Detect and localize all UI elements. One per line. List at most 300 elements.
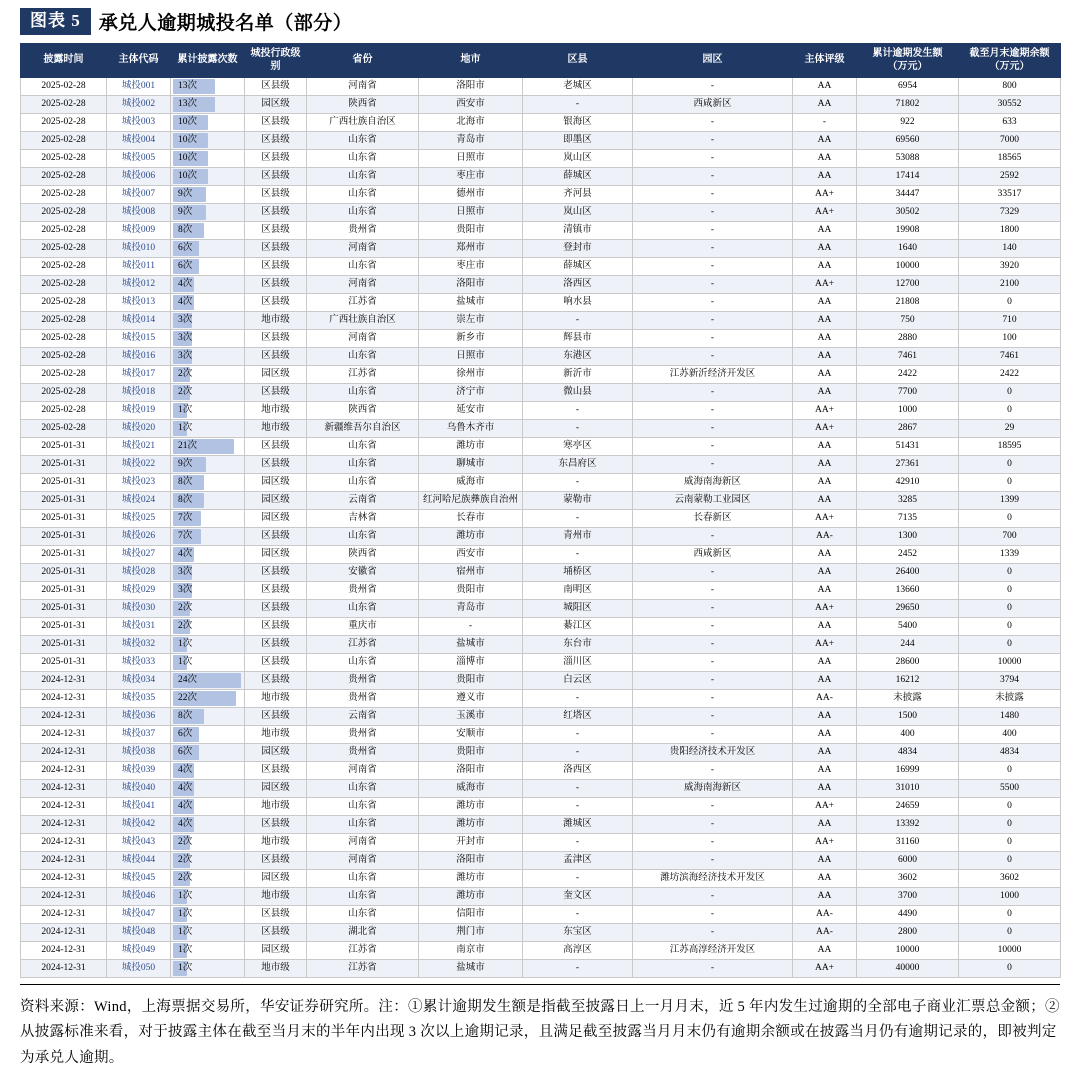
- cell-4: 陕西省: [307, 96, 419, 114]
- cell-8: AA: [793, 132, 857, 150]
- cell-5: 贵阳市: [419, 582, 523, 600]
- cell-10: 0: [959, 456, 1061, 474]
- cell-10: 30552: [959, 96, 1061, 114]
- count-value: 8次: [178, 224, 193, 235]
- cell-6: 岚山区: [523, 150, 633, 168]
- cell-4: 重庆市: [307, 618, 419, 636]
- column-header-3: 城投行政级别: [245, 44, 307, 78]
- cell-6: 微山县: [523, 384, 633, 402]
- cell-4: 山东省: [307, 870, 419, 888]
- cell-9: 7135: [857, 510, 959, 528]
- cell-10: 100: [959, 330, 1061, 348]
- cell-8: AA: [793, 438, 857, 456]
- cell-3: 区县级: [245, 348, 307, 366]
- cell-1: 城投010: [107, 240, 171, 258]
- cell-6: 城阳区: [523, 600, 633, 618]
- cell-9: 12700: [857, 276, 959, 294]
- cell-1: 城投008: [107, 204, 171, 222]
- table-row: [21, 600, 1061, 618]
- cell-3: 地市级: [245, 726, 307, 744]
- cell-7: -: [633, 240, 793, 258]
- cell-6: -: [523, 834, 633, 852]
- cell-10: 0: [959, 294, 1061, 312]
- cell-0: 2025-02-28: [21, 150, 107, 168]
- cell-count: [171, 654, 245, 672]
- table-row: [21, 942, 1061, 960]
- cell-10: 7000: [959, 132, 1061, 150]
- cell-count: [171, 258, 245, 276]
- cell-8: AA: [793, 258, 857, 276]
- cell-4: 山东省: [307, 204, 419, 222]
- cell-1: 城投004: [107, 132, 171, 150]
- cell-9: 31010: [857, 780, 959, 798]
- table-row: [21, 960, 1061, 978]
- cell-5: 日照市: [419, 150, 523, 168]
- cell-3: 地市级: [245, 402, 307, 420]
- cell-4: 贵州省: [307, 726, 419, 744]
- column-header-8: 主体评级: [793, 44, 857, 78]
- cell-10: 0: [959, 816, 1061, 834]
- cell-3: 园区级: [245, 942, 307, 960]
- count-value: 4次: [178, 818, 193, 829]
- cell-9: 71802: [857, 96, 959, 114]
- cell-count: [171, 600, 245, 618]
- cell-1: 城投015: [107, 330, 171, 348]
- cell-8: AA-: [793, 528, 857, 546]
- cell-1: 城投023: [107, 474, 171, 492]
- cell-9: 2800: [857, 924, 959, 942]
- cell-5: 日照市: [419, 204, 523, 222]
- cell-5: 西安市: [419, 96, 523, 114]
- cell-1: 城投009: [107, 222, 171, 240]
- table-row: [21, 474, 1061, 492]
- cell-5: 贵阳市: [419, 744, 523, 762]
- cell-3: 区县级: [245, 672, 307, 690]
- cell-7: -: [633, 438, 793, 456]
- cell-5: 崇左市: [419, 312, 523, 330]
- cell-3: 园区级: [245, 510, 307, 528]
- cell-1: 城投034: [107, 672, 171, 690]
- table-row: [21, 798, 1061, 816]
- column-header-9: 累计逾期发生额 （万元）: [857, 44, 959, 78]
- table-row: [21, 402, 1061, 420]
- cell-5: 红河哈尼族彝族自治州: [419, 492, 523, 510]
- cell-8: AA+: [793, 636, 857, 654]
- cell-3: 园区级: [245, 474, 307, 492]
- cell-5: 荆门市: [419, 924, 523, 942]
- cell-5: 西安市: [419, 546, 523, 564]
- table-row: [21, 96, 1061, 114]
- table-row: [21, 420, 1061, 438]
- cell-9: 16999: [857, 762, 959, 780]
- cell-5: 日照市: [419, 348, 523, 366]
- cell-5: 洛阳市: [419, 852, 523, 870]
- cell-9: 3285: [857, 492, 959, 510]
- table-row: [21, 276, 1061, 294]
- cell-0: 2024-12-31: [21, 744, 107, 762]
- cell-0: 2024-12-31: [21, 888, 107, 906]
- cell-count: [171, 384, 245, 402]
- cell-4: 山东省: [307, 600, 419, 618]
- cell-count: [171, 330, 245, 348]
- cell-4: 贵州省: [307, 582, 419, 600]
- table-body: [21, 78, 1061, 978]
- overdue-urban-investment-table: [20, 43, 1061, 978]
- cell-4: 河南省: [307, 762, 419, 780]
- count-value: 2次: [178, 602, 193, 613]
- cell-8: AA: [793, 762, 857, 780]
- cell-5: 枣庄市: [419, 258, 523, 276]
- cell-0: 2024-12-31: [21, 942, 107, 960]
- cell-7: -: [633, 420, 793, 438]
- cell-8: AA: [793, 672, 857, 690]
- cell-0: 2024-12-31: [21, 690, 107, 708]
- cell-8: AA+: [793, 600, 857, 618]
- cell-1: 城投049: [107, 942, 171, 960]
- cell-9: 40000: [857, 960, 959, 978]
- cell-10: 2422: [959, 366, 1061, 384]
- table-row: [21, 834, 1061, 852]
- table-header-row: [21, 44, 1061, 78]
- cell-4: 山东省: [307, 384, 419, 402]
- cell-3: 区县级: [245, 852, 307, 870]
- table-row: [21, 150, 1061, 168]
- cell-9: 13660: [857, 582, 959, 600]
- cell-1: 城投007: [107, 186, 171, 204]
- table-row: [21, 708, 1061, 726]
- cell-6: 新沂市: [523, 366, 633, 384]
- cell-3: 园区级: [245, 96, 307, 114]
- cell-4: 湖北省: [307, 924, 419, 942]
- cell-7: -: [633, 834, 793, 852]
- cell-0: 2025-01-31: [21, 546, 107, 564]
- cell-7: -: [633, 528, 793, 546]
- cell-0: 2025-02-28: [21, 312, 107, 330]
- column-header-2: 累计披露次数: [171, 44, 245, 78]
- cell-3: 区县级: [245, 294, 307, 312]
- cell-9: 53088: [857, 150, 959, 168]
- cell-0: 2025-02-28: [21, 366, 107, 384]
- cell-10: 0: [959, 906, 1061, 924]
- cell-0: 2025-01-31: [21, 636, 107, 654]
- cell-1: 城投048: [107, 924, 171, 942]
- cell-6: -: [523, 420, 633, 438]
- cell-8: AA+: [793, 834, 857, 852]
- cell-1: 城投042: [107, 816, 171, 834]
- cell-3: 区县级: [245, 924, 307, 942]
- cell-8: AA: [793, 312, 857, 330]
- cell-0: 2025-01-31: [21, 438, 107, 456]
- cell-7: -: [633, 78, 793, 96]
- cell-3: 园区级: [245, 366, 307, 384]
- cell-3: 区县级: [245, 762, 307, 780]
- count-value: 3次: [178, 566, 193, 577]
- cell-5: 盐城市: [419, 960, 523, 978]
- cell-8: AA+: [793, 420, 857, 438]
- cell-3: 区县级: [245, 600, 307, 618]
- table-row: [21, 744, 1061, 762]
- cell-5: 潍坊市: [419, 528, 523, 546]
- cell-count: [171, 816, 245, 834]
- cell-9: 6000: [857, 852, 959, 870]
- cell-count: [171, 834, 245, 852]
- cell-6: 蒙勒市: [523, 492, 633, 510]
- cell-7: -: [633, 132, 793, 150]
- column-header-10: 截至月末逾期余额 （万元）: [959, 44, 1061, 78]
- cell-1: 城投036: [107, 708, 171, 726]
- cell-7: -: [633, 348, 793, 366]
- cell-8: AA: [793, 564, 857, 582]
- cell-10: 633: [959, 114, 1061, 132]
- cell-9: 21808: [857, 294, 959, 312]
- cell-4: 山东省: [307, 132, 419, 150]
- cell-8: AA: [793, 150, 857, 168]
- cell-8: AA: [793, 618, 857, 636]
- cell-6: -: [523, 474, 633, 492]
- cell-4: 山东省: [307, 474, 419, 492]
- cell-7: -: [633, 582, 793, 600]
- cell-6: 淄川区: [523, 654, 633, 672]
- cell-count: [171, 204, 245, 222]
- count-value: 6次: [178, 728, 193, 739]
- cell-7: -: [633, 852, 793, 870]
- cell-9: 30502: [857, 204, 959, 222]
- cell-5: 潍坊市: [419, 438, 523, 456]
- cell-4: 河南省: [307, 330, 419, 348]
- cell-count: [171, 96, 245, 114]
- cell-9: 24659: [857, 798, 959, 816]
- cell-7: -: [633, 204, 793, 222]
- cell-count: [171, 114, 245, 132]
- cell-8: AA: [793, 654, 857, 672]
- cell-1: 城投020: [107, 420, 171, 438]
- cell-6: -: [523, 744, 633, 762]
- cell-3: 地市级: [245, 960, 307, 978]
- cell-10: 7461: [959, 348, 1061, 366]
- cell-5: 延安市: [419, 402, 523, 420]
- cell-8: AA: [793, 492, 857, 510]
- cell-10: 800: [959, 78, 1061, 96]
- cell-7: 江苏新沂经济开发区: [633, 366, 793, 384]
- column-header-4: 省份: [307, 44, 419, 78]
- cell-4: 江苏省: [307, 366, 419, 384]
- count-value: 2次: [178, 872, 193, 883]
- cell-1: 城投003: [107, 114, 171, 132]
- count-value: 3次: [178, 314, 193, 325]
- cell-count: [171, 582, 245, 600]
- cell-3: 园区级: [245, 870, 307, 888]
- cell-0: 2025-02-28: [21, 168, 107, 186]
- cell-6: -: [523, 906, 633, 924]
- cell-5: 济宁市: [419, 384, 523, 402]
- cell-6: -: [523, 546, 633, 564]
- cell-4: 山东省: [307, 816, 419, 834]
- cell-7: -: [633, 600, 793, 618]
- table-row: [21, 690, 1061, 708]
- table-row: [21, 240, 1061, 258]
- cell-count: [171, 510, 245, 528]
- cell-7: -: [633, 150, 793, 168]
- cell-1: 城投037: [107, 726, 171, 744]
- cell-3: 园区级: [245, 546, 307, 564]
- cell-count: [171, 150, 245, 168]
- cell-4: 山东省: [307, 186, 419, 204]
- cell-0: 2024-12-31: [21, 834, 107, 852]
- table-row: [21, 168, 1061, 186]
- cell-3: 区县级: [245, 438, 307, 456]
- cell-4: 山东省: [307, 438, 419, 456]
- cell-3: 区县级: [245, 240, 307, 258]
- column-header-5: 地市: [419, 44, 523, 78]
- count-value: 10次: [178, 116, 198, 127]
- cell-count: [171, 744, 245, 762]
- cell-9: 1000: [857, 402, 959, 420]
- cell-7: -: [633, 726, 793, 744]
- cell-4: 河南省: [307, 852, 419, 870]
- cell-0: 2025-01-31: [21, 510, 107, 528]
- cell-4: 河南省: [307, 834, 419, 852]
- cell-4: 山东省: [307, 528, 419, 546]
- cell-9: 27361: [857, 456, 959, 474]
- cell-0: 2025-01-31: [21, 564, 107, 582]
- cell-8: AA: [793, 852, 857, 870]
- cell-1: 城投033: [107, 654, 171, 672]
- cell-count: [171, 294, 245, 312]
- cell-1: 城投021: [107, 438, 171, 456]
- cell-1: 城投030: [107, 600, 171, 618]
- cell-count: [171, 312, 245, 330]
- cell-0: 2025-02-28: [21, 240, 107, 258]
- cell-10: 5500: [959, 780, 1061, 798]
- cell-10: 0: [959, 384, 1061, 402]
- cell-10: 0: [959, 402, 1061, 420]
- cell-9: 16212: [857, 672, 959, 690]
- cell-6: 东港区: [523, 348, 633, 366]
- cell-8: AA+: [793, 960, 857, 978]
- cell-8: AA: [793, 942, 857, 960]
- cell-1: 城投050: [107, 960, 171, 978]
- table-row: [21, 870, 1061, 888]
- cell-count: [171, 546, 245, 564]
- cell-8: AA+: [793, 186, 857, 204]
- count-value: 4次: [178, 782, 193, 793]
- cell-5: 贵阳市: [419, 222, 523, 240]
- cell-0: 2025-02-28: [21, 78, 107, 96]
- cell-4: 山东省: [307, 780, 419, 798]
- cell-0: 2024-12-31: [21, 762, 107, 780]
- cell-10: 1000: [959, 888, 1061, 906]
- cell-9: 6954: [857, 78, 959, 96]
- cell-0: 2025-02-28: [21, 186, 107, 204]
- cell-4: 河南省: [307, 78, 419, 96]
- cell-4: 河南省: [307, 276, 419, 294]
- cell-count: [171, 960, 245, 978]
- cell-6: 青州市: [523, 528, 633, 546]
- cell-6: -: [523, 780, 633, 798]
- cell-7: 江苏高淳经济开发区: [633, 942, 793, 960]
- cell-4: 山东省: [307, 888, 419, 906]
- cell-1: 城投041: [107, 798, 171, 816]
- cell-3: 区县级: [245, 816, 307, 834]
- cell-3: 区县级: [245, 564, 307, 582]
- cell-3: 地市级: [245, 312, 307, 330]
- cell-9: 400: [857, 726, 959, 744]
- cell-9: 4490: [857, 906, 959, 924]
- cell-count: [171, 438, 245, 456]
- cell-9: 2867: [857, 420, 959, 438]
- cell-8: AA: [793, 78, 857, 96]
- cell-5: 潍坊市: [419, 798, 523, 816]
- cell-6: 奎文区: [523, 888, 633, 906]
- cell-0: 2025-02-28: [21, 402, 107, 420]
- cell-5: 宿州市: [419, 564, 523, 582]
- cell-count: [171, 942, 245, 960]
- cell-9: 1500: [857, 708, 959, 726]
- cell-count: [171, 186, 245, 204]
- count-value: 7次: [178, 512, 193, 523]
- cell-6: 登封市: [523, 240, 633, 258]
- cell-9: 1300: [857, 528, 959, 546]
- count-value: 2次: [178, 386, 193, 397]
- count-value: 8次: [178, 476, 193, 487]
- cell-6: -: [523, 312, 633, 330]
- cell-9: 13392: [857, 816, 959, 834]
- cell-count: [171, 924, 245, 942]
- cell-count: [171, 132, 245, 150]
- cell-9: 10000: [857, 258, 959, 276]
- count-value: 8次: [178, 494, 193, 505]
- cell-7: -: [633, 294, 793, 312]
- cell-0: 2025-02-28: [21, 294, 107, 312]
- cell-6: -: [523, 510, 633, 528]
- cell-10: 0: [959, 798, 1061, 816]
- cell-4: 贵州省: [307, 690, 419, 708]
- cell-7: -: [633, 330, 793, 348]
- cell-count: [171, 78, 245, 96]
- cell-6: 埇桥区: [523, 564, 633, 582]
- cell-count: [171, 240, 245, 258]
- column-header-6: 区县: [523, 44, 633, 78]
- count-value: 13次: [178, 80, 198, 91]
- cell-0: 2025-01-31: [21, 456, 107, 474]
- cell-0: 2024-12-31: [21, 924, 107, 942]
- count-value: 1次: [178, 890, 193, 901]
- cell-4: 江苏省: [307, 636, 419, 654]
- cell-7: -: [633, 636, 793, 654]
- cell-8: AA+: [793, 798, 857, 816]
- cell-4: 陕西省: [307, 402, 419, 420]
- cell-8: AA: [793, 816, 857, 834]
- table-row: [21, 366, 1061, 384]
- cell-5: 潍坊市: [419, 816, 523, 834]
- cell-0: 2025-02-28: [21, 114, 107, 132]
- cell-1: 城投002: [107, 96, 171, 114]
- cell-5: 北海市: [419, 114, 523, 132]
- cell-7: -: [633, 186, 793, 204]
- table-row: [21, 888, 1061, 906]
- cell-9: 1640: [857, 240, 959, 258]
- cell-4: 新疆维吾尔自治区: [307, 420, 419, 438]
- cell-7: -: [633, 690, 793, 708]
- cell-10: 18595: [959, 438, 1061, 456]
- cell-9: 51431: [857, 438, 959, 456]
- cell-8: AA: [793, 348, 857, 366]
- cell-9: 4834: [857, 744, 959, 762]
- cell-9: 3602: [857, 870, 959, 888]
- cell-5: 安顺市: [419, 726, 523, 744]
- table-row: [21, 492, 1061, 510]
- cell-7: 西咸新区: [633, 546, 793, 564]
